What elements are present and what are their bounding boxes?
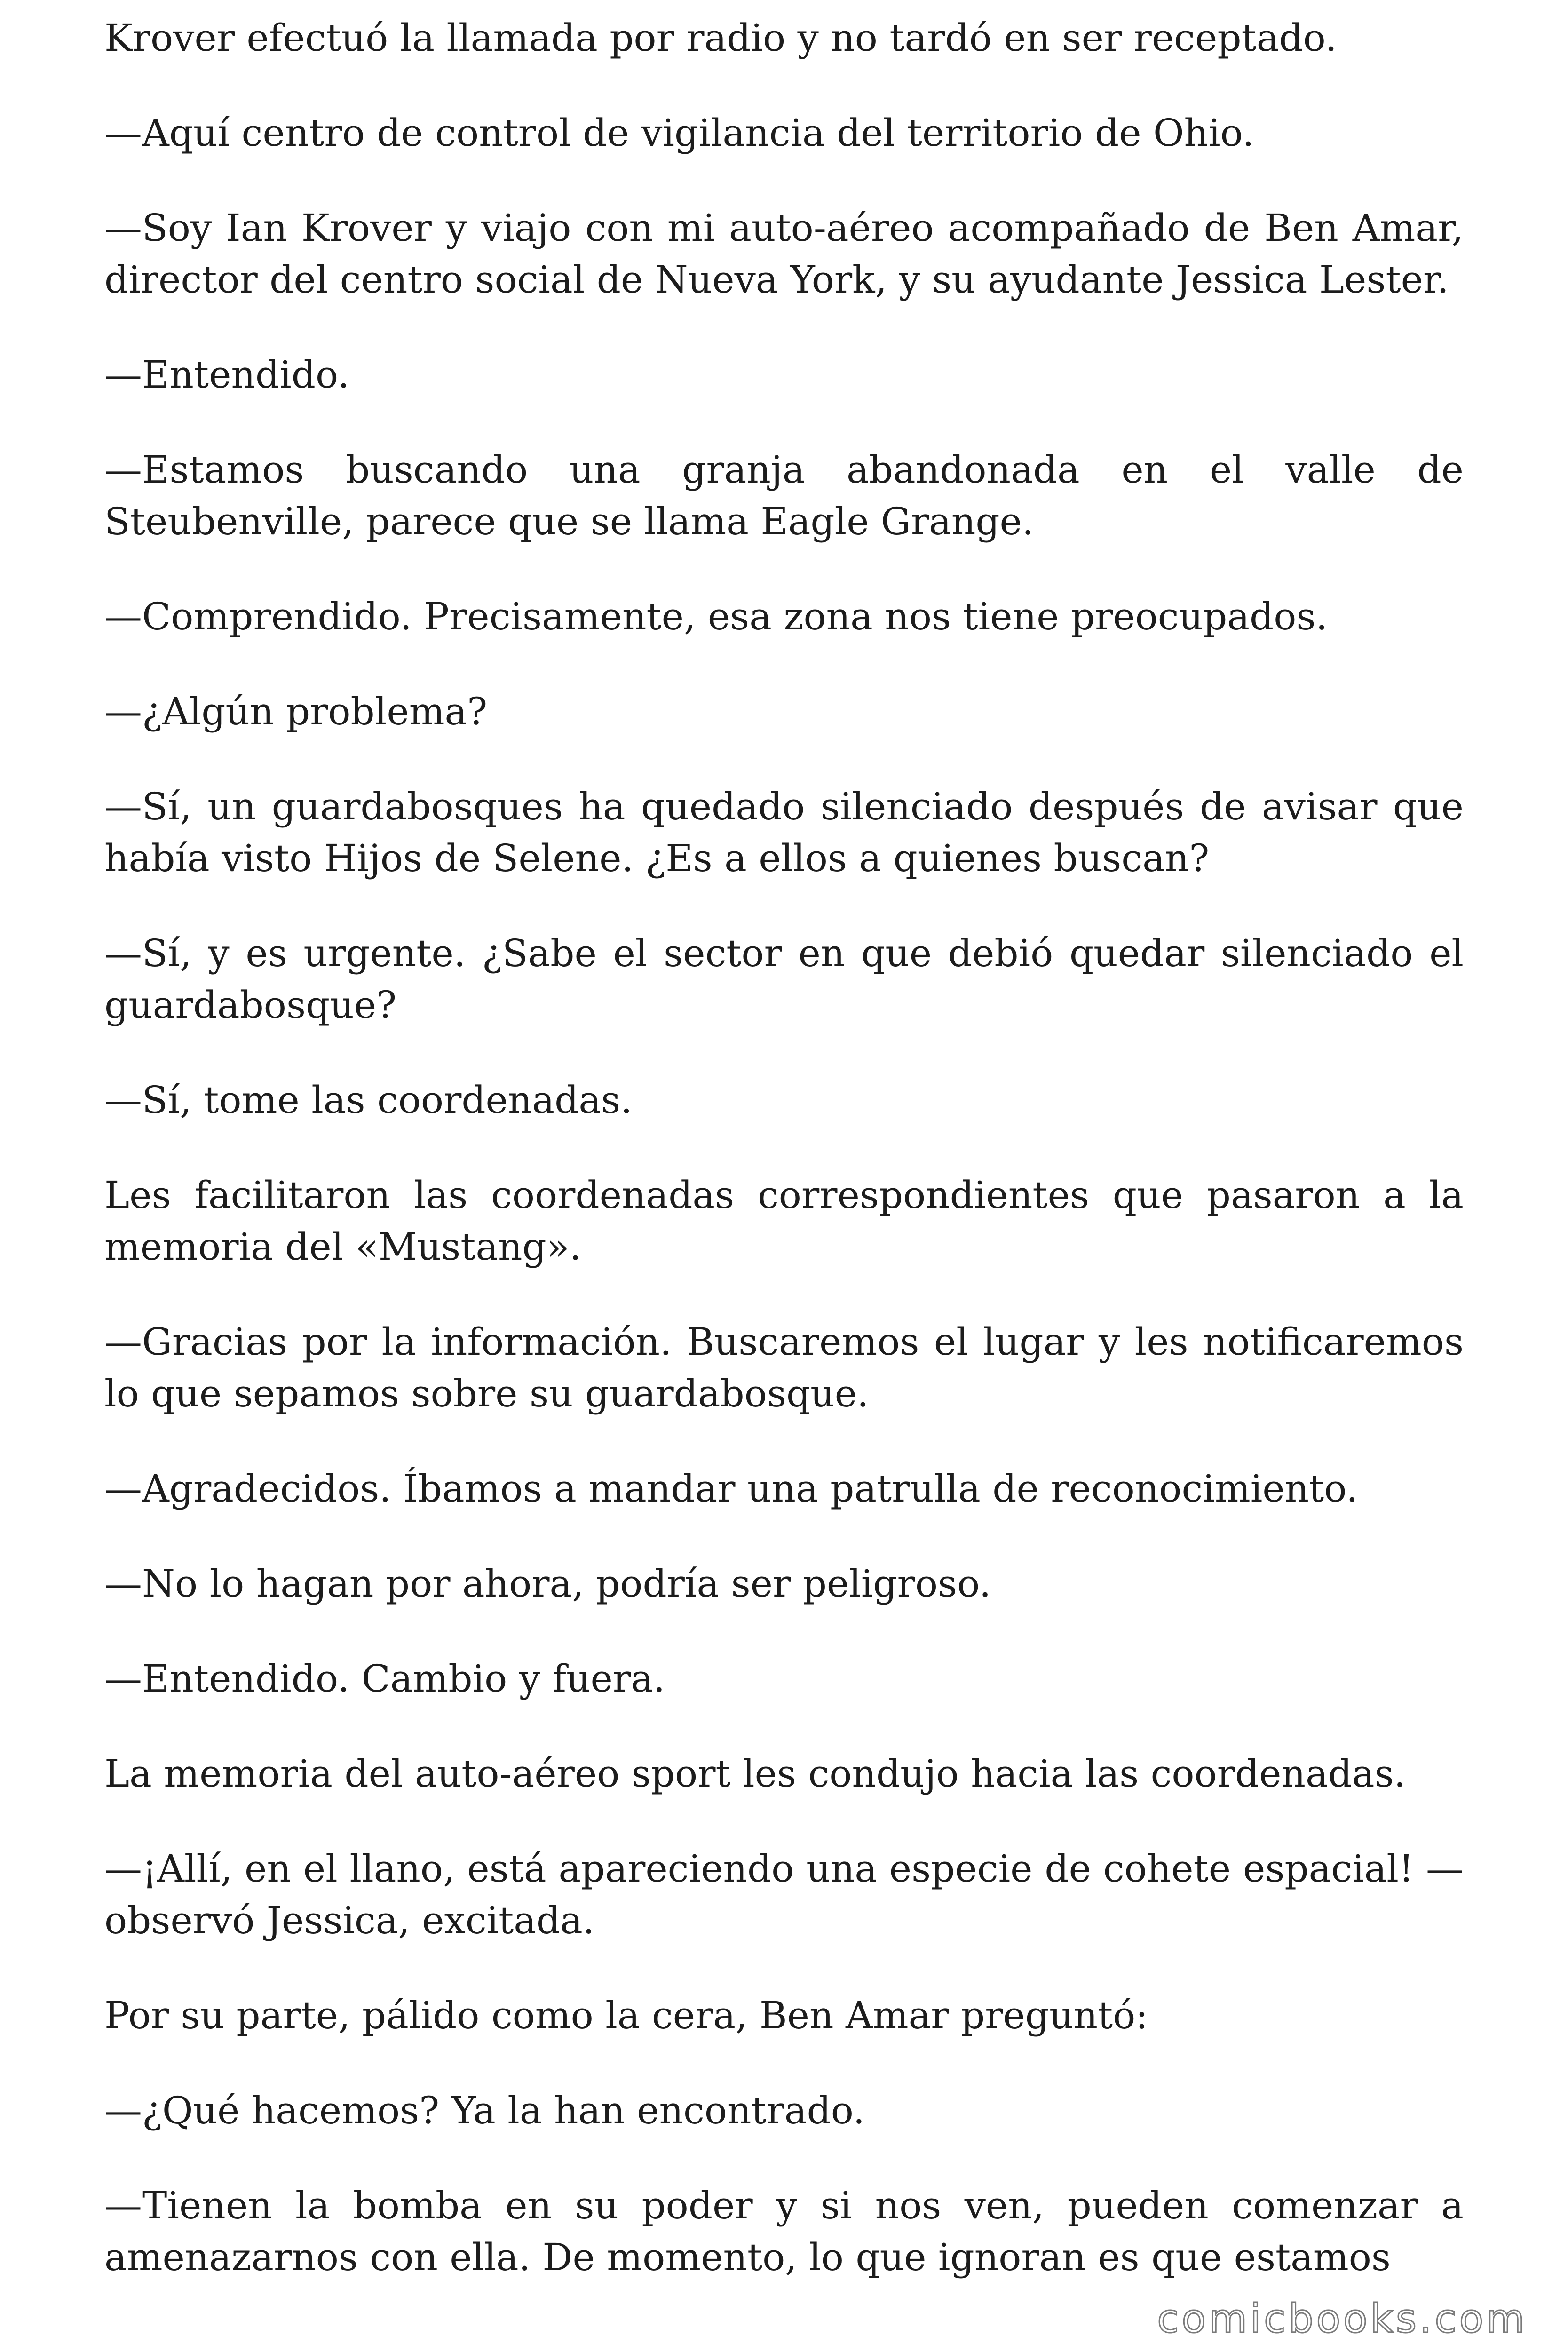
paragraph: —Sí, un guardabosques ha quedado silenciado después de avisar que había visto Hijos de Selene. ¿Es a ellos a quienes buscan? <box>104 785 1464 880</box>
body-text <box>104 12 1464 2327</box>
paragraph: Krover efectuó la llamada por radio y no tardó en ser receptado. <box>104 16 1337 60</box>
paragraph: —Tienen la bomba en su poder y si nos ven, pueden comenzar a amenazarnos con ella. De momento, lo que ignoran es que estamos <box>104 2184 1464 2279</box>
paragraph: —Entendido. <box>104 353 350 397</box>
paragraph: —Estamos buscando una granja abandonada en el valle de Steubenville, parece que se llama Eagle Grange. <box>104 448 1464 543</box>
paragraph: La memoria del auto-aéreo sport les condujo hacia las coordenadas. <box>104 1752 1406 1796</box>
paragraph: —Sí, y es urgente. ¿Sabe el sector en que debió quedar silenciado el guardabosque? <box>104 931 1464 1027</box>
watermark: comicbooks.com <box>1157 2296 1528 2342</box>
paragraph: —Sí, tome las coordenadas. <box>104 1078 633 1122</box>
paragraph: Por su parte, pálido como la cera, Ben Amar preguntó: <box>104 1994 1148 2037</box>
paragraph: —Aquí centro de control de vigilancia del territorio de Ohio. <box>104 111 1254 155</box>
paragraph: —Entendido. Cambio y fuera. <box>104 1657 665 1700</box>
paragraph: —¿Algún problema? <box>104 690 488 733</box>
paragraph: —¡Allí, en el llano, está apareciendo una especie de cohete espacial! —observó Jessica, excitada. <box>104 1847 1464 1942</box>
paragraph: —Gracias por la información. Buscaremos el lugar y les notificaremos lo que sepamos sobre su guardabosque. <box>104 1320 1464 1415</box>
paragraph: Les facilitaron las coordenadas correspondientes que pasaron a la memoria del «Mustang». <box>104 1173 1464 1269</box>
paragraph: —Soy Ian Krover y viajo con mi auto-aéreo acompañado de Ben Amar, director del centro social de Nueva York, y su ayudante Jessica Lester. <box>104 206 1464 302</box>
paragraph: —No lo hagan por ahora, podría ser peligroso. <box>104 1562 991 1605</box>
paragraph: —¿Qué hacemos? Ya la han encontrado. <box>104 2089 865 2132</box>
paragraph: —Comprendido. Precisamente, esa zona nos tiene preocupados. <box>104 595 1328 638</box>
paragraph: —Agradecidos. Íbamos a mandar una patrulla de reconocimiento. <box>104 1467 1358 1510</box>
